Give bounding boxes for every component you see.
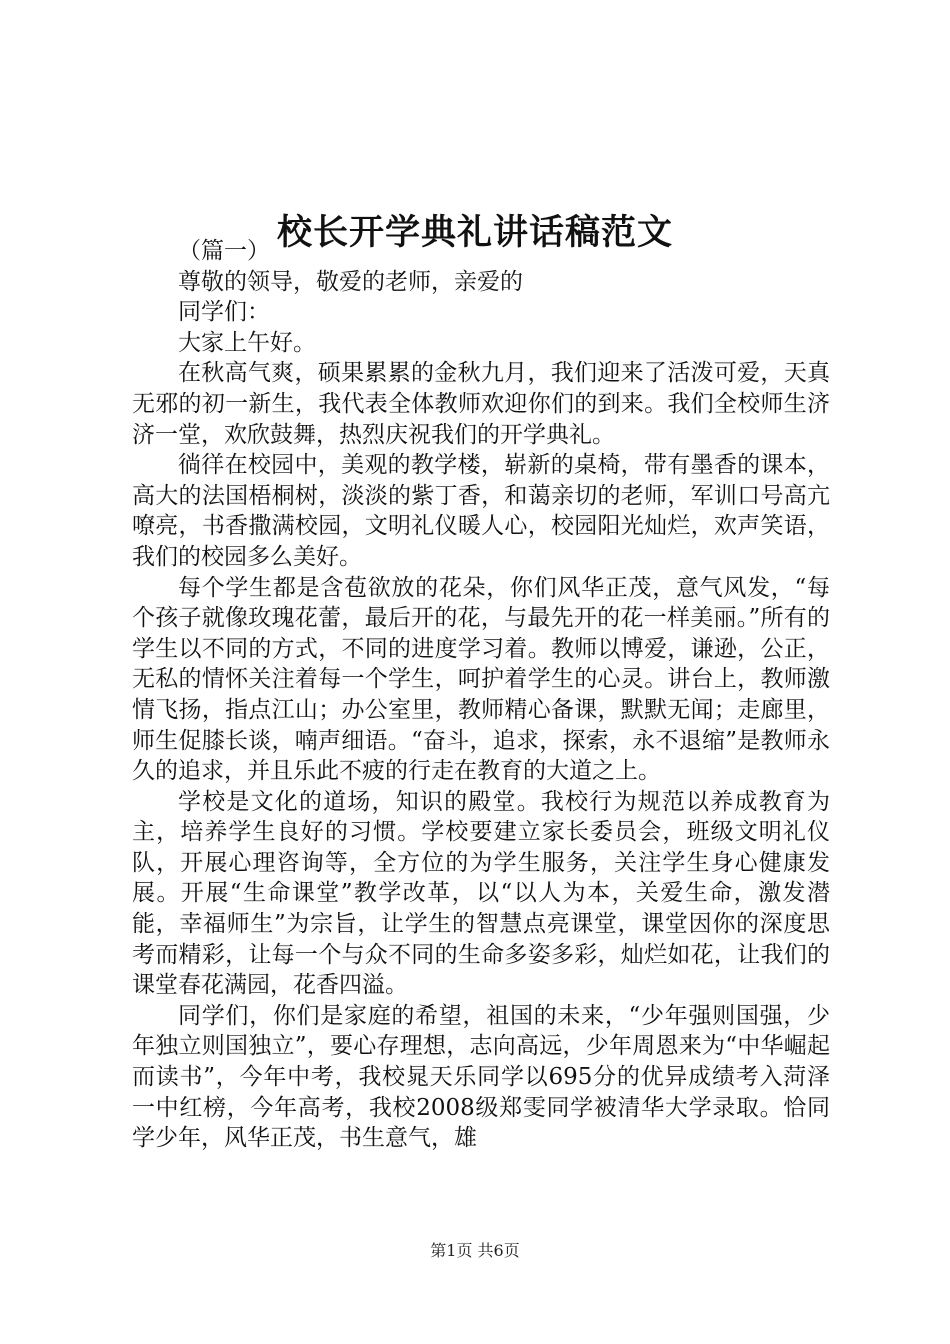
body-paragraph: 徜徉在校园中，美观的教学楼，崭新的桌椅，带有墨香的课本，高大的法国梧桐树，淡淡的紫丁香，和蔼亲切的老师，军训口号高亢嘹亮，书香撒满校园，文明礼仪暖人心，校园阳光灿烂，欢声笑语，我们的校园多么美好。 — [132, 452, 830, 570]
document-title: 校长开学典礼讲话稿范文 — [276, 212, 673, 254]
body-paragraph: 同学们，你们是家庭的希望，祖国的未来，“少年强则国强，少年独立则国独立”，要心存理想，志向高远，少年周恩来为“中华崛起而读书”，今年中考，我校晁天乐同学以695分的优异成绩考入菏泽一中红榜，今年高考，我校2008级郑雯同学被清华大学录取。恰同学少年，风华正茂，书生意气，雄 — [132, 1002, 830, 1152]
document-body — [132, 236, 830, 1154]
page-number-footer: 第1页 共6页 — [430, 1241, 520, 1260]
greeting-line: 大家上午好。 — [178, 329, 316, 356]
salutation-line: 同学们： — [178, 299, 270, 326]
body-paragraph: 学校是文化的道场，知识的殿堂。我校行为规范以养成教育为主，培养学生良好的习惯。学校要建立家长委员会，班级文明礼仪队，开展心理咨询等，全方位的为学生服务，关注学生身心健康发展。开展“生命课堂”教学改革，以“以人为本，关爱生命，激发潜能，幸福师生”为宗旨，让学生的智慧点亮课堂，课堂因你的深度思考而精彩，让每一个与众不同的生命多姿多彩，灿烂如花，让我们的课堂春花满园，花香四溢。 — [132, 788, 830, 999]
section-heading: （篇一） — [178, 238, 270, 264]
salutation-line: 尊敬的领导，敬爱的老师，亲爱的 — [178, 268, 523, 295]
body-paragraph: 在秋高气爽，硕果累累的金秋九月，我们迎来了活泼可爱，天真无邪的初一新生，我代表全体教师欢迎你们的到来。我们全校师生济济一堂，欢欣鼓舞，热烈庆祝我们的开学典礼。 — [132, 360, 830, 448]
body-paragraph: 每个学生都是含苞欲放的花朵，你们风华正茂，意气风发，“每个孩子就像玫瑰花蕾，最后开的花，与最先开的花一样美丽。”所有的学生以不同的方式，不同的进度学习着。教师以博爱，谦逊，公正，无私的情怀关注着每一个学生，呵护着学生的心灵。讲台上，教师激情飞扬，指点江山；办公室里，教师精心备课，默默无闻；走廊里，师生促膝长谈，喃声细语。“奋斗，追求，探索，永不退缩”是教师永久的追求，并且乐此不疲的行走在教育的大道之上。 — [132, 574, 830, 785]
